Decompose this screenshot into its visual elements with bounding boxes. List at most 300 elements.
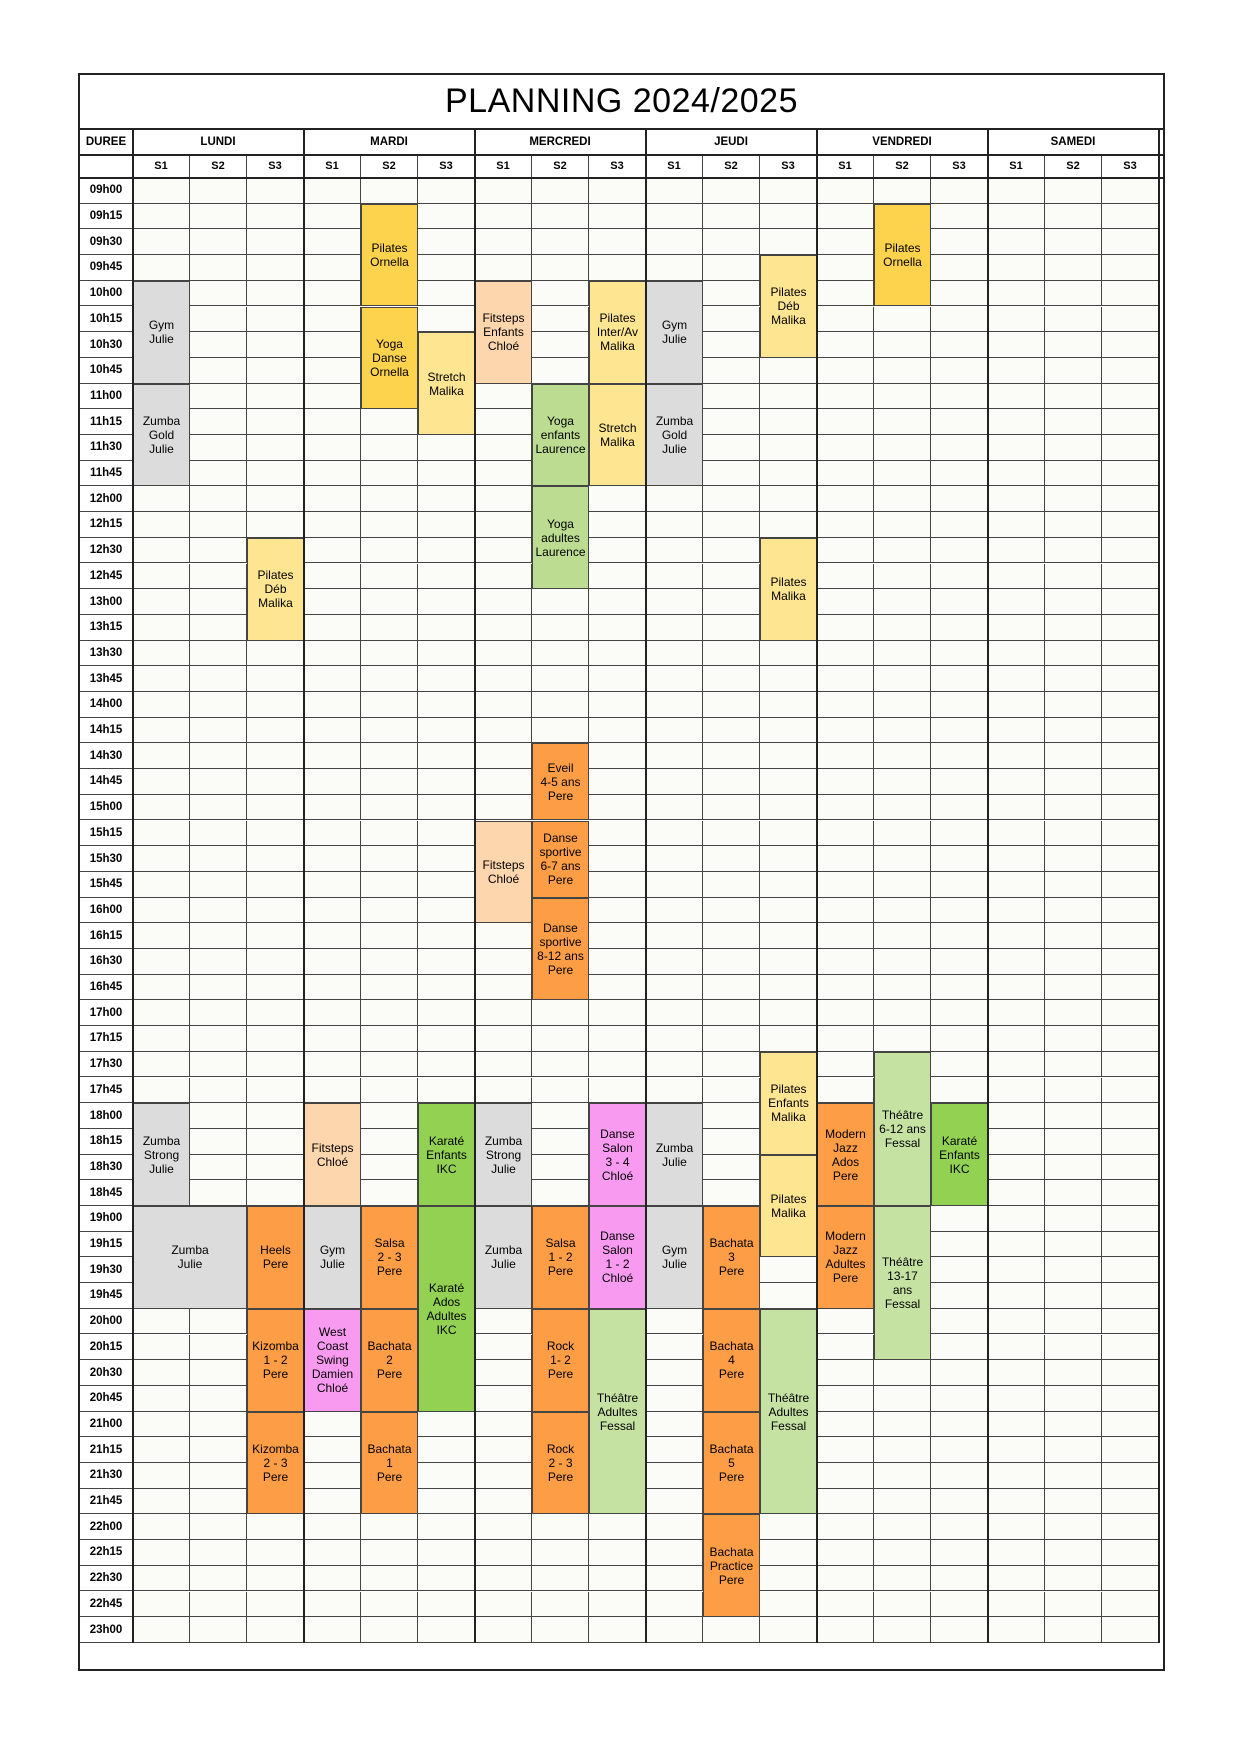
empty-slot [589, 949, 646, 975]
empty-slot [532, 1078, 589, 1104]
empty-slot [988, 641, 1045, 667]
class-block[interactable]: Karaté Ados Adultes IKC [418, 1206, 475, 1412]
class-block[interactable]: Fitsteps Chloé [304, 1103, 361, 1206]
empty-slot [1045, 1283, 1102, 1309]
empty-slot [1045, 1155, 1102, 1181]
empty-slot [646, 1540, 703, 1566]
class-block[interactable]: Zumba Strong Julie [475, 1103, 532, 1206]
empty-slot [1102, 178, 1159, 204]
empty-slot [361, 1026, 418, 1052]
empty-slot [1045, 589, 1102, 615]
empty-slot [247, 949, 304, 975]
empty-slot [646, 846, 703, 872]
empty-slot [133, 641, 190, 667]
empty-slot [190, 538, 247, 564]
empty-slot [1102, 1078, 1159, 1104]
empty-slot [247, 692, 304, 718]
time-label: 16h30 [80, 949, 133, 975]
empty-slot [1045, 281, 1102, 307]
class-block[interactable]: Bachata Practice Pere [703, 1514, 760, 1617]
empty-slot [817, 743, 874, 769]
empty-slot [133, 615, 190, 641]
class-block[interactable]: Gym Julie [646, 281, 703, 384]
class-block[interactable]: West Coast Swing Damien Chloé [304, 1309, 361, 1412]
class-block[interactable]: Zumba Julie [646, 1103, 703, 1206]
empty-slot [988, 1155, 1045, 1181]
class-block[interactable]: Modern Jazz Adultes Pere [817, 1206, 874, 1309]
class-block[interactable]: Kizomba 2 - 3 Pere [247, 1412, 304, 1515]
empty-slot [361, 1566, 418, 1592]
empty-slot [418, 1000, 475, 1026]
empty-slot [1045, 1489, 1102, 1515]
empty-slot [133, 846, 190, 872]
empty-slot [817, 1566, 874, 1592]
empty-slot [361, 743, 418, 769]
salle-header-lundi-s1: S1 [133, 155, 190, 178]
empty-slot [475, 255, 532, 281]
empty-slot [817, 1052, 874, 1078]
class-block[interactable]: Rock 2 - 3 Pere [532, 1412, 589, 1515]
empty-slot [817, 358, 874, 384]
empty-slot [1045, 384, 1102, 410]
time-label: 18h15 [80, 1129, 133, 1155]
empty-slot [988, 1000, 1045, 1026]
empty-slot [361, 821, 418, 847]
empty-slot [1102, 281, 1159, 307]
time-label: 23h00 [80, 1617, 133, 1643]
empty-slot [133, 692, 190, 718]
class-block[interactable]: Théâtre Adultes Fessal [589, 1309, 646, 1515]
time-label: 21h45 [80, 1489, 133, 1515]
empty-slot [361, 666, 418, 692]
empty-slot [931, 281, 988, 307]
empty-slot [1102, 1283, 1159, 1309]
time-label: 20h30 [80, 1360, 133, 1386]
class-block[interactable]: Rock 1- 2 Pere [532, 1309, 589, 1412]
empty-slot [475, 1360, 532, 1386]
empty-slot [589, 769, 646, 795]
empty-slot [418, 538, 475, 564]
empty-slot [874, 718, 931, 744]
empty-slot [931, 178, 988, 204]
empty-slot [361, 615, 418, 641]
day-header-mardi: MARDI [304, 130, 475, 155]
class-block[interactable]: Théâtre Adultes Fessal [760, 1309, 817, 1515]
empty-slot [703, 204, 760, 230]
class-block[interactable]: Yoga adultes Laurence [532, 486, 589, 589]
empty-slot [589, 718, 646, 744]
empty-slot [418, 898, 475, 924]
empty-slot [361, 512, 418, 538]
empty-slot [874, 975, 931, 1001]
empty-slot [988, 615, 1045, 641]
empty-slot [703, 975, 760, 1001]
day-divider [132, 130, 134, 1643]
empty-slot [133, 743, 190, 769]
class-block[interactable]: Danse Salon 1 - 2 Chloé [589, 1206, 646, 1309]
empty-slot [361, 795, 418, 821]
empty-slot [988, 358, 1045, 384]
empty-slot [304, 1052, 361, 1078]
empty-slot [190, 564, 247, 590]
empty-slot [133, 229, 190, 255]
class-block[interactable]: Pilates Malika [760, 1155, 817, 1258]
empty-slot [703, 435, 760, 461]
empty-slot [1102, 589, 1159, 615]
empty-slot [361, 923, 418, 949]
empty-slot [304, 255, 361, 281]
empty-slot [247, 255, 304, 281]
empty-slot [418, 615, 475, 641]
class-block[interactable]: Pilates Enfants Malika [760, 1052, 817, 1155]
empty-slot [190, 769, 247, 795]
empty-slot [988, 1180, 1045, 1206]
empty-slot [475, 1592, 532, 1618]
empty-slot [1045, 409, 1102, 435]
empty-slot [589, 204, 646, 230]
empty-slot [475, 1514, 532, 1540]
empty-slot [874, 1540, 931, 1566]
empty-slot [133, 1335, 190, 1361]
class-block[interactable]: Danse sportive 6-7 ans Pere [532, 821, 589, 898]
class-block[interactable]: Pilates Ornella [361, 204, 418, 307]
empty-slot [190, 718, 247, 744]
empty-slot [133, 1386, 190, 1412]
empty-slot [817, 281, 874, 307]
empty-slot [532, 718, 589, 744]
class-block[interactable]: Zumba Gold Julie [133, 384, 190, 487]
empty-slot [1045, 615, 1102, 641]
class-block[interactable]: Théâtre 13-17 ans Fessal [874, 1206, 931, 1360]
empty-slot [931, 589, 988, 615]
empty-slot [532, 1052, 589, 1078]
empty-slot [988, 435, 1045, 461]
empty-slot [931, 898, 988, 924]
class-block[interactable]: Théâtre 6-12 ans Fessal [874, 1052, 931, 1206]
class-block[interactable]: Zumba Strong Julie [133, 1103, 190, 1206]
empty-slot [1102, 332, 1159, 358]
class-block[interactable]: Bachata 4 Pere [703, 1309, 760, 1412]
empty-slot [931, 769, 988, 795]
empty-slot [475, 615, 532, 641]
empty-slot [988, 486, 1045, 512]
empty-slot [931, 435, 988, 461]
empty-slot [646, 743, 703, 769]
empty-slot [703, 229, 760, 255]
empty-slot [817, 1078, 874, 1104]
empty-slot [817, 589, 874, 615]
time-label: 20h00 [80, 1309, 133, 1335]
empty-slot [874, 949, 931, 975]
empty-slot [874, 769, 931, 795]
salle-header-vendredi-s1: S1 [817, 155, 874, 178]
class-block[interactable]: Yoga enfants Laurence [532, 384, 589, 487]
empty-slot [361, 872, 418, 898]
empty-slot [247, 486, 304, 512]
empty-slot [247, 1129, 304, 1155]
time-label: 18h45 [80, 1180, 133, 1206]
empty-slot [475, 409, 532, 435]
empty-slot [1102, 846, 1159, 872]
empty-slot [133, 949, 190, 975]
empty-slot [133, 898, 190, 924]
class-block[interactable]: Bachata 3 Pere [703, 1206, 760, 1309]
class-block[interactable]: Yoga Danse Ornella [361, 307, 418, 410]
empty-slot [190, 846, 247, 872]
empty-slot [418, 486, 475, 512]
empty-slot [361, 975, 418, 1001]
day-divider [1158, 130, 1160, 1643]
empty-slot [247, 1000, 304, 1026]
empty-slot [1102, 1026, 1159, 1052]
empty-slot [817, 204, 874, 230]
class-block[interactable]: Gym Julie [304, 1206, 361, 1309]
empty-slot [418, 1078, 475, 1104]
empty-slot [190, 255, 247, 281]
empty-slot [304, 1412, 361, 1438]
empty-slot [304, 769, 361, 795]
empty-slot [817, 1617, 874, 1643]
empty-slot [361, 1180, 418, 1206]
class-block[interactable]: Bachata 2 Pere [361, 1309, 418, 1412]
empty-slot [760, 461, 817, 487]
empty-slot [988, 1437, 1045, 1463]
empty-slot [1045, 512, 1102, 538]
empty-slot [874, 1360, 931, 1386]
empty-slot [247, 1180, 304, 1206]
empty-slot [133, 1463, 190, 1489]
empty-slot [418, 743, 475, 769]
empty-slot [418, 461, 475, 487]
class-block[interactable]: Eveil 4-5 ans Pere [532, 743, 589, 820]
empty-slot [817, 1386, 874, 1412]
empty-slot [475, 949, 532, 975]
empty-slot [190, 1309, 247, 1335]
empty-slot [304, 486, 361, 512]
empty-slot [1102, 512, 1159, 538]
class-block[interactable]: Danse sportive 8-12 ans Pere [532, 898, 589, 1001]
empty-slot [190, 358, 247, 384]
empty-slot [760, 358, 817, 384]
empty-slot [190, 229, 247, 255]
empty-slot [1045, 1026, 1102, 1052]
empty-slot [361, 1078, 418, 1104]
salle-header-samedi-s1: S1 [988, 155, 1045, 178]
empty-slot [190, 512, 247, 538]
class-block[interactable]: Salsa 1 - 2 Pere [532, 1206, 589, 1309]
time-label: 18h30 [80, 1155, 133, 1181]
empty-slot [817, 1000, 874, 1026]
empty-slot [589, 743, 646, 769]
empty-slot [418, 795, 475, 821]
empty-slot [247, 769, 304, 795]
class-block[interactable]: Pilates Déb Malika [760, 255, 817, 358]
empty-slot [646, 898, 703, 924]
empty-slot [646, 1360, 703, 1386]
empty-slot [304, 666, 361, 692]
time-label: 17h45 [80, 1078, 133, 1104]
class-block[interactable]: Modern Jazz Ados Pere [817, 1103, 874, 1206]
empty-slot [760, 1000, 817, 1026]
class-block[interactable]: Kizomba 1 - 2 Pere [247, 1309, 304, 1412]
empty-slot [475, 589, 532, 615]
empty-slot [874, 1026, 931, 1052]
empty-slot [874, 743, 931, 769]
empty-slot [817, 666, 874, 692]
empty-slot [988, 1257, 1045, 1283]
empty-slot [931, 1078, 988, 1104]
class-block[interactable]: Karaté Enfants IKC [931, 1103, 988, 1206]
empty-slot [874, 1566, 931, 1592]
empty-slot [589, 178, 646, 204]
empty-slot [475, 1309, 532, 1335]
empty-slot [418, 1412, 475, 1438]
empty-slot [1102, 461, 1159, 487]
empty-slot [247, 307, 304, 333]
empty-slot [304, 435, 361, 461]
empty-slot [475, 1540, 532, 1566]
empty-slot [1102, 1052, 1159, 1078]
time-label: 12h45 [80, 564, 133, 590]
empty-slot [703, 1129, 760, 1155]
class-block[interactable]: Pilates Inter/Av Malika [589, 281, 646, 384]
empty-slot [247, 898, 304, 924]
empty-slot [817, 229, 874, 255]
empty-slot [703, 1103, 760, 1129]
salle-header-mercredi-s3: S3 [589, 155, 646, 178]
class-block[interactable]: Stretch Malika [589, 384, 646, 487]
class-block[interactable]: Stretch Malika [418, 332, 475, 435]
empty-slot [703, 486, 760, 512]
empty-slot [988, 332, 1045, 358]
empty-slot [190, 1026, 247, 1052]
empty-slot [247, 1592, 304, 1618]
class-block[interactable]: Bachata 5 Pere [703, 1412, 760, 1515]
empty-slot [988, 384, 1045, 410]
empty-slot [646, 1463, 703, 1489]
class-block[interactable]: Danse Salon 3 - 4 Chloé [589, 1103, 646, 1206]
day-header-samedi: SAMEDI [988, 130, 1159, 155]
empty-slot [1102, 409, 1159, 435]
empty-slot [1102, 1514, 1159, 1540]
empty-slot [1045, 204, 1102, 230]
empty-slot [817, 898, 874, 924]
empty-slot [817, 1437, 874, 1463]
class-block[interactable]: Pilates Déb Malika [247, 538, 304, 641]
empty-slot [646, 1592, 703, 1618]
salle-header-jeudi-s2: S2 [703, 155, 760, 178]
empty-slot [703, 898, 760, 924]
class-block[interactable]: Zumba Julie [475, 1206, 532, 1309]
empty-slot [532, 178, 589, 204]
empty-slot [304, 821, 361, 847]
empty-slot [874, 898, 931, 924]
empty-slot [760, 1026, 817, 1052]
empty-slot [703, 409, 760, 435]
empty-slot [1045, 229, 1102, 255]
empty-slot [1045, 461, 1102, 487]
empty-slot [532, 1180, 589, 1206]
empty-slot [133, 1078, 190, 1104]
empty-slot [1045, 1617, 1102, 1643]
time-label: 13h00 [80, 589, 133, 615]
empty-slot [1102, 743, 1159, 769]
empty-slot [133, 1309, 190, 1335]
empty-slot [1102, 1463, 1159, 1489]
empty-slot [361, 1514, 418, 1540]
empty-slot [532, 615, 589, 641]
empty-slot [475, 743, 532, 769]
empty-slot [931, 1257, 988, 1283]
empty-slot [703, 1052, 760, 1078]
class-block[interactable]: Fitsteps Enfants Chloé [475, 281, 532, 384]
empty-slot [304, 1566, 361, 1592]
salle-header-lundi-s3: S3 [247, 155, 304, 178]
class-block[interactable]: Bachata 1 Pere [361, 1412, 418, 1515]
empty-slot [247, 1566, 304, 1592]
time-label: 10h15 [80, 307, 133, 333]
empty-slot [931, 1489, 988, 1515]
class-block[interactable]: Heels Pere [247, 1206, 304, 1309]
class-block[interactable]: Pilates Malika [760, 538, 817, 641]
empty-slot [988, 1078, 1045, 1104]
empty-slot [361, 769, 418, 795]
class-block[interactable]: Fitsteps Chloé [475, 821, 532, 924]
empty-slot [760, 1540, 817, 1566]
empty-slot [418, 435, 475, 461]
empty-slot [133, 1514, 190, 1540]
empty-slot [190, 872, 247, 898]
empty-slot [532, 1540, 589, 1566]
empty-slot [988, 1617, 1045, 1643]
empty-slot [817, 769, 874, 795]
empty-slot [703, 949, 760, 975]
time-label: 19h00 [80, 1206, 133, 1232]
empty-slot [760, 923, 817, 949]
empty-slot [190, 1052, 247, 1078]
empty-slot [1045, 923, 1102, 949]
class-block[interactable]: Zumba Julie [133, 1206, 247, 1309]
class-block[interactable]: Zumba Gold Julie [646, 384, 703, 487]
empty-slot [304, 589, 361, 615]
empty-slot [817, 384, 874, 410]
empty-slot [190, 666, 247, 692]
time-label: 22h00 [80, 1514, 133, 1540]
empty-slot [817, 821, 874, 847]
empty-slot [190, 1463, 247, 1489]
time-label: 16h15 [80, 923, 133, 949]
class-block[interactable]: Karaté Enfants IKC [418, 1103, 475, 1206]
empty-slot [1045, 255, 1102, 281]
empty-slot [1045, 666, 1102, 692]
class-block[interactable]: Gym Julie [646, 1206, 703, 1309]
empty-slot [760, 229, 817, 255]
empty-slot [703, 718, 760, 744]
class-block[interactable]: Gym Julie [133, 281, 190, 384]
empty-slot [532, 229, 589, 255]
empty-slot [133, 1052, 190, 1078]
empty-slot [988, 1540, 1045, 1566]
empty-slot [247, 281, 304, 307]
empty-slot [1102, 1257, 1159, 1283]
empty-slot [703, 1000, 760, 1026]
day-divider [474, 130, 476, 1643]
class-block[interactable]: Salsa 2 - 3 Pere [361, 1206, 418, 1309]
class-block[interactable]: Pilates Ornella [874, 204, 931, 307]
empty-slot [247, 461, 304, 487]
empty-slot [1102, 204, 1159, 230]
empty-slot [931, 384, 988, 410]
